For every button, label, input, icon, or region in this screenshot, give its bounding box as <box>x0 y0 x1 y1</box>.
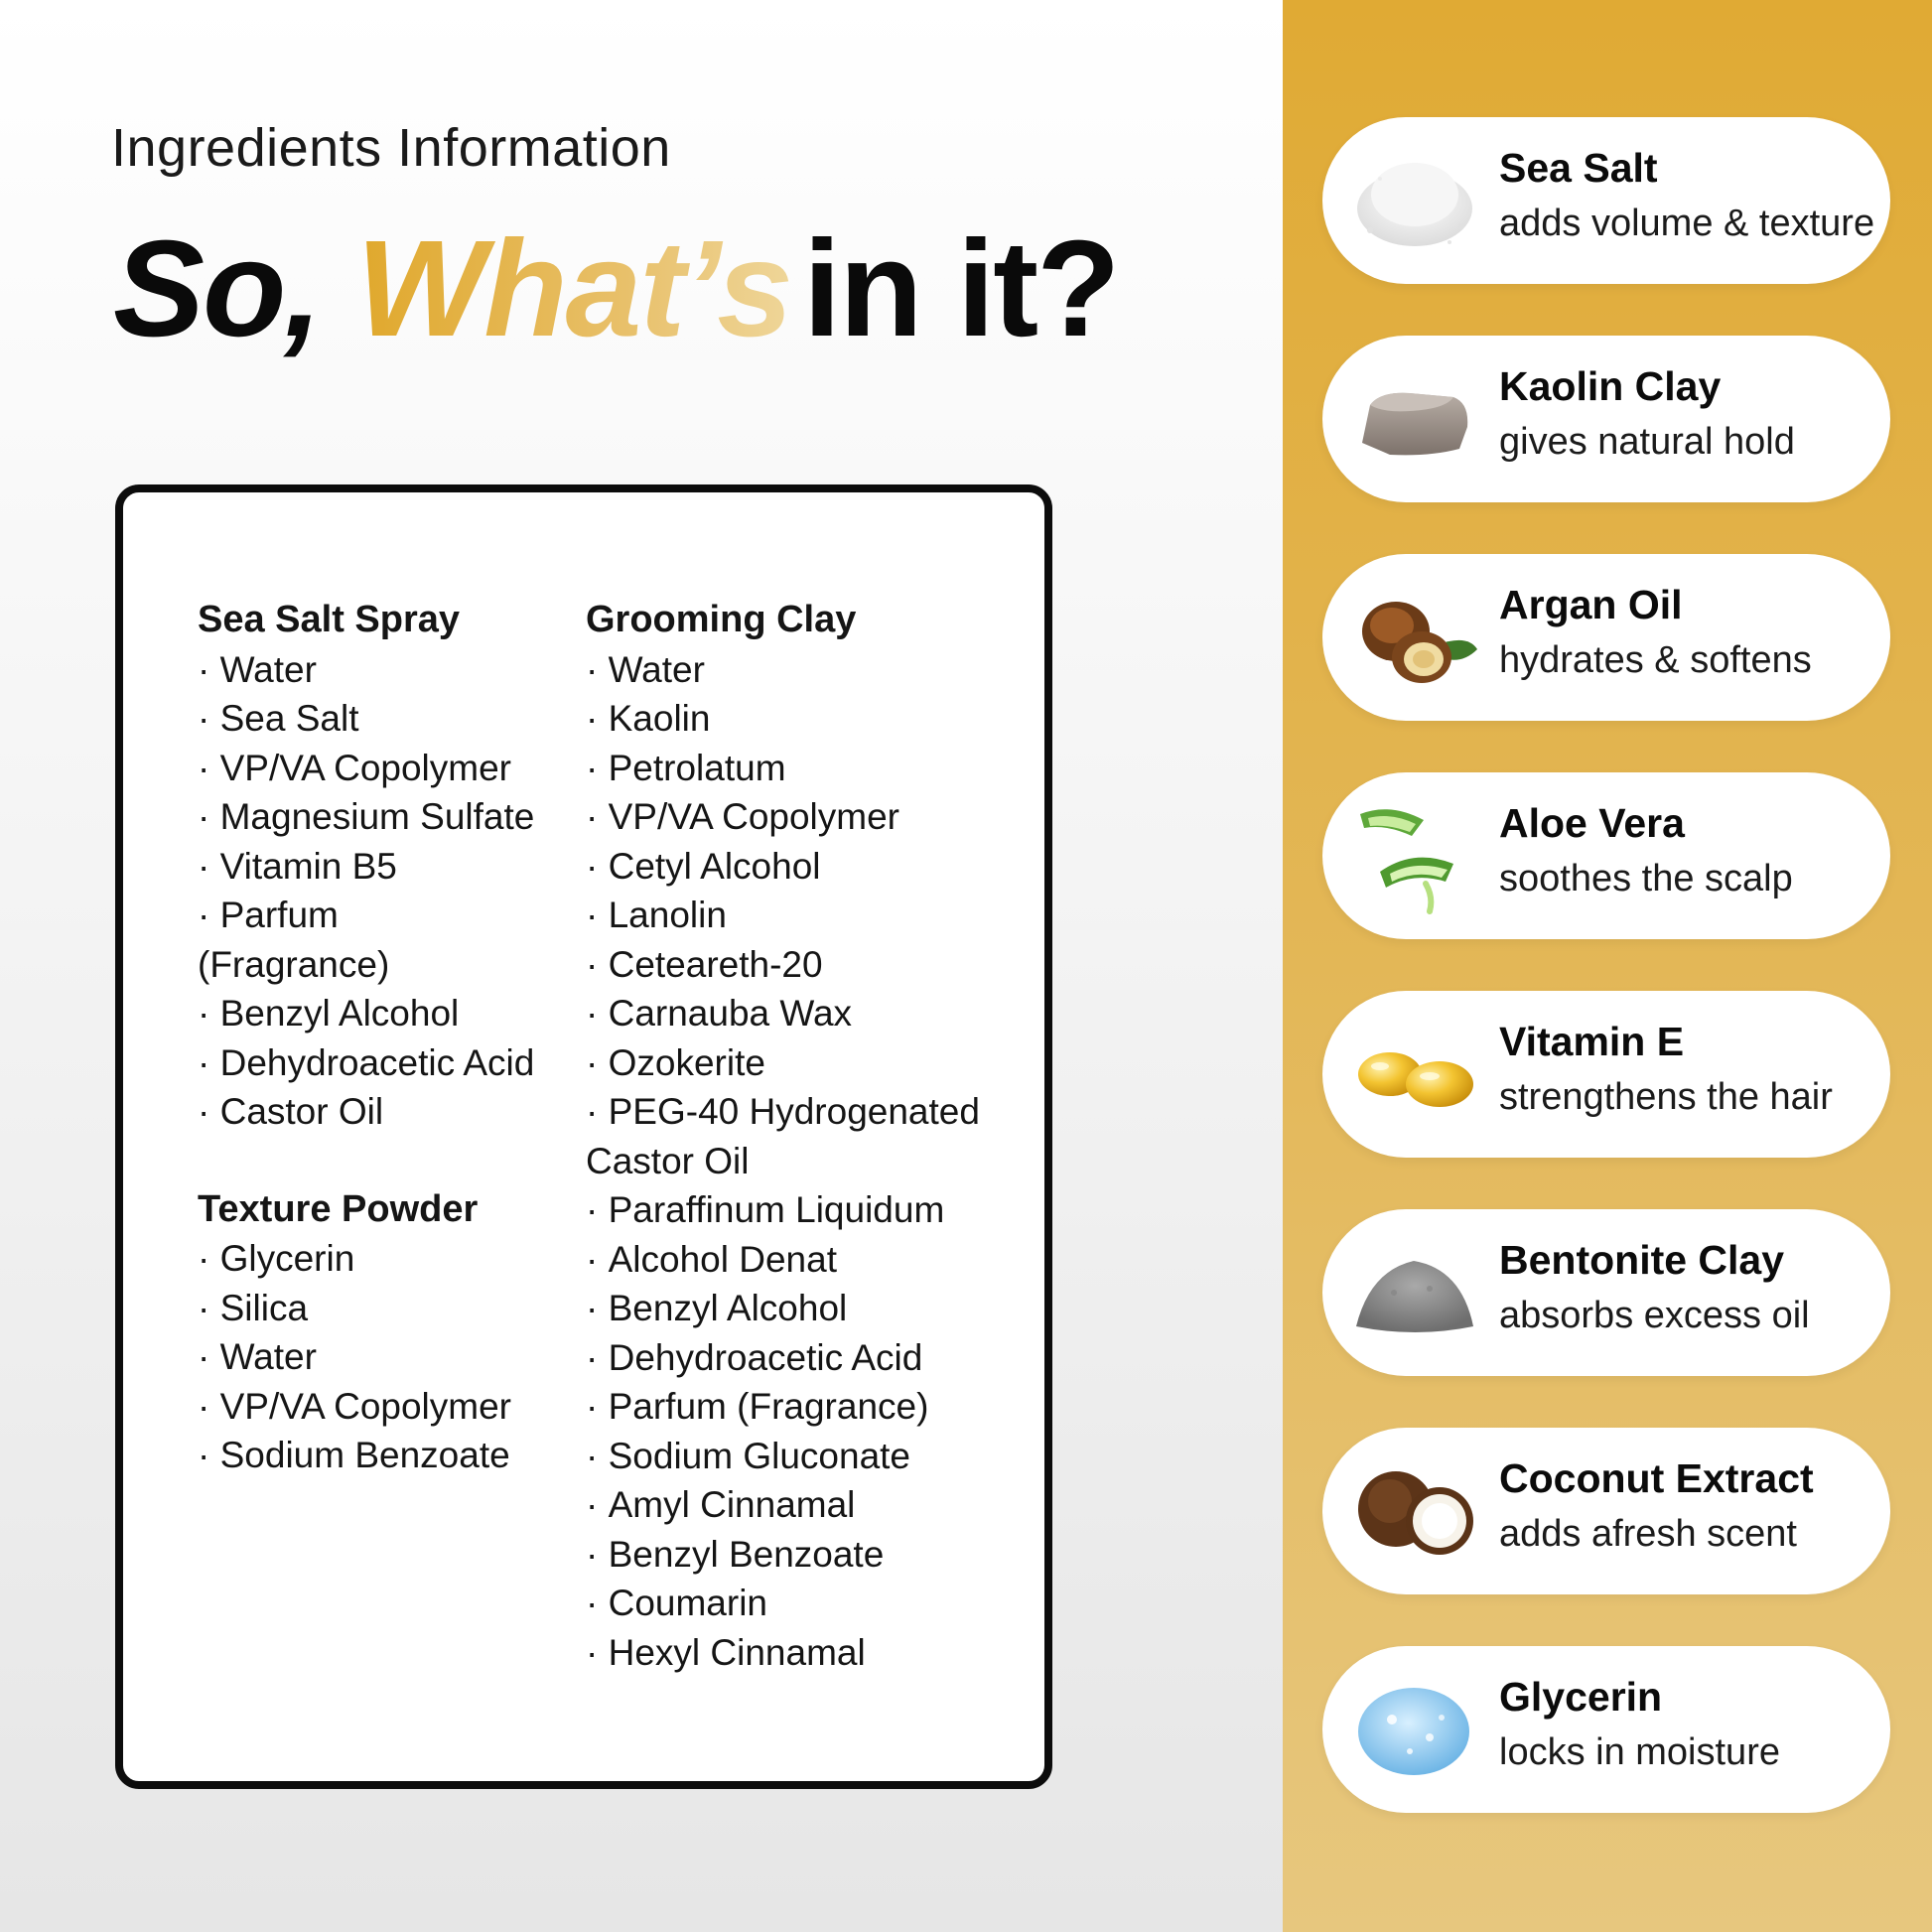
list-item: · Parfum (Fragrance) <box>198 891 535 989</box>
ingredient-benefit: soothes the scalp <box>1499 858 1793 899</box>
list-title: Texture Powder <box>198 1187 479 1230</box>
headline-part-1: So, <box>113 212 321 365</box>
list-title: Grooming Clay <box>586 599 857 640</box>
list-item: · Carnauba Wax <box>586 989 1023 1038</box>
list-item: · PEG-40 Hydrogenated Castor Oil <box>586 1087 1023 1185</box>
list-item: · Glycerin <box>198 1234 535 1284</box>
ingredients-column-right <box>586 596 1023 1677</box>
ingredient-name: Sea Salt <box>1499 145 1658 191</box>
list-item: · VP/VA Copolymer <box>586 792 1023 842</box>
list-item: · Dehydroacetic Acid <box>198 1038 535 1088</box>
grooming-clay-list <box>586 596 1023 1677</box>
ingredient-benefit: strengthens the hair <box>1499 1076 1833 1118</box>
bentonite-clay-icon <box>1350 1231 1479 1354</box>
ingredient-name: Aloe Vera <box>1499 800 1685 846</box>
list-item: · Petrolatum <box>586 744 1023 793</box>
ingredient-name: Argan Oil <box>1499 582 1683 627</box>
list-item: · Benzyl Alcohol <box>198 989 535 1038</box>
ingredient-benefit: gives natural hold <box>1499 421 1795 463</box>
ingredient-benefit: adds afresh scent <box>1499 1513 1797 1555</box>
sea-salt-icon <box>1350 139 1479 262</box>
list-item: · Coumarin <box>586 1579 1023 1628</box>
list-item: · Hexyl Cinnamal <box>586 1628 1023 1678</box>
list-item: · Sea Salt <box>198 694 535 744</box>
key-ingredient-card-coconut-extract <box>1322 1428 1890 1594</box>
key-ingredient-card-sea-salt <box>1322 117 1890 284</box>
coconut-icon <box>1350 1449 1479 1573</box>
key-ingredient-card-aloe-vera <box>1322 772 1890 939</box>
key-ingredient-card-glycerin <box>1322 1646 1890 1813</box>
list-item: · Water <box>198 1332 535 1382</box>
list-item: · Water <box>586 645 1023 695</box>
aloe-vera-icon <box>1350 794 1479 917</box>
key-ingredient-card-bentonite-clay <box>1322 1209 1890 1376</box>
ingredient-name: Glycerin <box>1499 1674 1663 1720</box>
ingredients-card <box>115 484 1052 1789</box>
headline-part-2: in it? <box>802 212 1119 365</box>
ingredient-benefit: absorbs excess oil <box>1499 1295 1810 1336</box>
ingredient-benefit: locks in moisture <box>1499 1731 1780 1773</box>
ingredient-benefit: adds volume & texture <box>1499 203 1875 244</box>
key-ingredient-card-vitamin-e <box>1322 991 1890 1158</box>
texture-powder-list <box>198 1185 535 1480</box>
list-item: · Vitamin B5 <box>198 842 535 892</box>
glycerin-gel-icon <box>1350 1668 1479 1791</box>
kaolin-clay-icon <box>1350 357 1479 481</box>
list-item: · Water <box>198 645 535 695</box>
list-item: · Amyl Cinnamal <box>586 1480 1023 1530</box>
headline-accent: What’s <box>356 212 803 365</box>
list-item: · Silica <box>198 1284 535 1333</box>
list-item: · Benzyl Benzoate <box>586 1530 1023 1580</box>
list-item: · Paraffinum Liquidum <box>586 1185 1023 1235</box>
list-item: · Benzyl Alcohol <box>586 1284 1023 1333</box>
list-item: · Ozokerite <box>586 1038 1023 1088</box>
ingredient-benefit: hydrates & softens <box>1499 639 1812 681</box>
page-headline <box>113 212 1119 365</box>
list-item: · VP/VA Copolymer <box>198 744 535 793</box>
list-item: · Magnesium Sulfate <box>198 792 535 842</box>
list-item: · Cetyl Alcohol <box>586 842 1023 892</box>
list-item: · Kaolin <box>586 694 1023 744</box>
vitamin-e-capsule-icon <box>1350 1013 1479 1136</box>
key-ingredients-panel <box>1283 0 1932 1932</box>
sea-salt-spray-list <box>198 596 535 1137</box>
list-item: · Lanolin <box>586 891 1023 940</box>
list-item: · VP/VA Copolymer <box>198 1382 535 1432</box>
ingredient-name: Coconut Extract <box>1499 1455 1814 1501</box>
key-ingredient-card-kaolin-clay <box>1322 336 1890 502</box>
list-item: · Sodium Gluconate <box>586 1432 1023 1481</box>
list-item: · Dehydroacetic Acid <box>586 1333 1023 1383</box>
list-item: · Sodium Benzoate <box>198 1431 535 1480</box>
ingredient-name: Bentonite Clay <box>1499 1237 1785 1283</box>
list-item: · Castor Oil <box>198 1087 535 1137</box>
ingredients-column-left <box>198 596 535 1480</box>
ingredient-name: Kaolin Clay <box>1499 363 1722 409</box>
list-item: · Alcohol Denat <box>586 1235 1023 1285</box>
list-title: Sea Salt Spray <box>198 599 461 640</box>
ingredient-name: Vitamin E <box>1499 1019 1685 1064</box>
key-ingredient-card-argan-oil <box>1322 554 1890 721</box>
list-item: · Ceteareth-20 <box>586 940 1023 990</box>
argan-nut-icon <box>1350 576 1479 699</box>
list-item: · Parfum (Fragrance) <box>586 1382 1023 1432</box>
section-subtitle: Ingredients Information <box>111 118 671 178</box>
